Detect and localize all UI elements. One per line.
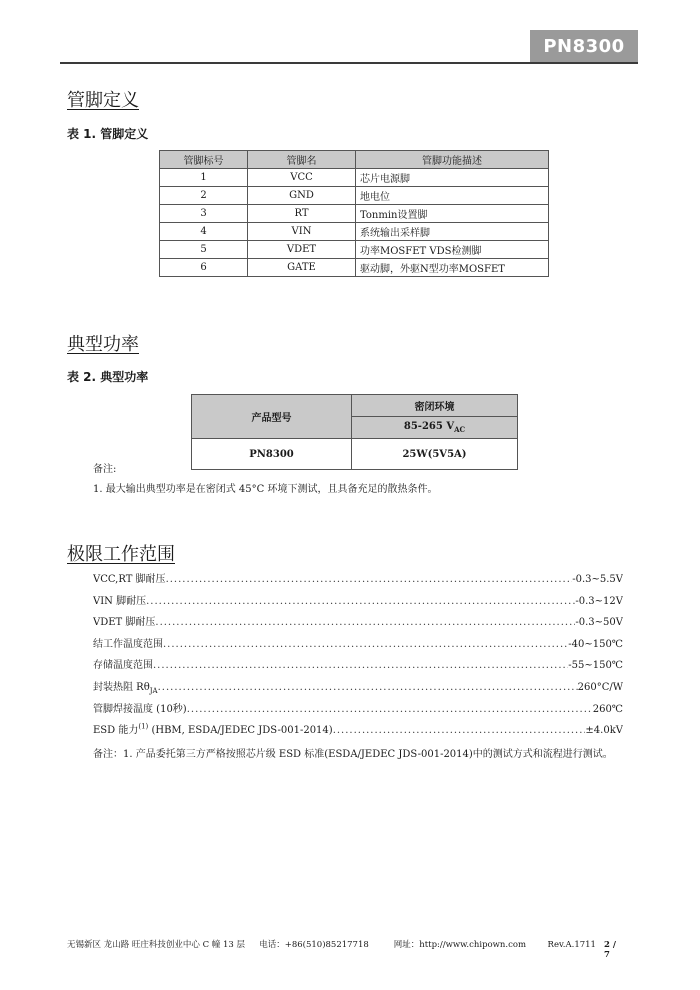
pin-desc: Tonmin设置脚	[356, 205, 549, 223]
pin-number: 4	[160, 223, 248, 241]
list-item	[93, 656, 623, 678]
limits-list	[93, 570, 623, 760]
pin-desc: 功率MOSFET VDS检测脚	[356, 241, 549, 259]
limit-value: -0.3~5.5V	[572, 574, 623, 585]
power-table-caption: 表 2. 典型功率	[67, 370, 149, 384]
pin-number: 5	[160, 241, 248, 259]
limit-value: 260°C/W	[577, 681, 623, 693]
leader-dots	[155, 617, 575, 628]
list-item	[93, 570, 623, 592]
pin-number: 6	[160, 259, 248, 277]
leader-dots	[333, 725, 586, 736]
pin-table-caption: 表 1. 管脚定义	[67, 127, 149, 141]
limit-label-tail: (HBM, ESDA/JEDEC JDS-001-2014)	[148, 725, 333, 737]
pin-name: VCC	[248, 169, 356, 187]
table-row	[160, 169, 549, 187]
list-item	[93, 678, 623, 700]
limit-label-subscript: JA	[149, 686, 158, 695]
power-table	[191, 394, 518, 470]
table-row	[192, 439, 518, 470]
leader-dots	[146, 596, 575, 607]
list-item	[93, 635, 623, 657]
footer-revision: Rev.A.1711	[547, 940, 596, 950]
list-item	[93, 613, 623, 635]
pin-desc: 驱动脚，外驱N型功率MOSFET	[356, 259, 549, 277]
pin-table-header	[160, 151, 549, 169]
list-item	[93, 592, 623, 614]
limit-value: -40~150℃	[568, 638, 623, 650]
col-pin-desc: 管脚功能描述	[356, 151, 549, 169]
list-item	[93, 700, 623, 722]
col-sealed-env: 密闭环境	[352, 395, 518, 417]
limits-note: 备注：1. 产品委托第三方严格按照芯片级 ESD 标准(ESDA/JEDEC JDS-001-2014)中的测试方式和流程进行测试。	[93, 748, 613, 760]
limit-value: -0.3~12V	[575, 595, 623, 607]
pin-section-title: 管脚定义	[67, 90, 139, 111]
product-model: PN8300	[192, 439, 352, 470]
pin-desc: 芯片电源脚	[356, 169, 549, 187]
table-row	[160, 205, 549, 223]
limit-value: ±4.0kV	[585, 725, 623, 737]
limit-label: 结工作温度范围	[93, 638, 163, 650]
voltage-subscript: AC	[454, 425, 466, 434]
pin-table	[159, 150, 549, 277]
footer-page-number: 2 / 7	[603, 940, 616, 960]
limit-label-superscript: (1)	[138, 722, 149, 731]
pin-name: GATE	[248, 259, 356, 277]
footer-website[interactable]: 网址：http://www.chipown.com	[393, 940, 527, 950]
table-row	[160, 223, 549, 241]
col-pin-name: 管脚名	[248, 151, 356, 169]
pin-number: 2	[160, 187, 248, 205]
limit-label: 管脚焊接温度 (10秒)	[93, 703, 187, 715]
leader-dots	[163, 639, 568, 650]
leader-dots	[187, 704, 593, 715]
col-product-model: 产品型号	[192, 395, 352, 439]
pin-number: 3	[160, 205, 248, 223]
header-rule	[60, 62, 638, 64]
limit-label-text: ESD 能力	[93, 725, 139, 737]
col-pin-number: 管脚标号	[160, 151, 248, 169]
pin-name: VDET	[248, 241, 356, 259]
pin-name: RT	[248, 205, 356, 223]
table-row	[160, 241, 549, 259]
footer-phone: 电话：+86(510)85217718	[259, 940, 369, 950]
leader-dots	[166, 574, 573, 585]
limit-value: -0.3~50V	[575, 617, 623, 629]
power-section-title: 典型功率	[67, 334, 139, 355]
limit-label: VCC,RT 脚耐压	[93, 574, 166, 585]
footer-address: 无锡新区 龙山路 旺庄科技创业中心 C 幢 13 层	[67, 940, 246, 950]
pin-desc: 系统输出采样脚	[356, 223, 549, 241]
typical-power: 25W(5V5A)	[352, 439, 518, 470]
limit-label-text: 封装热阻 Rθ	[93, 681, 150, 693]
voltage-range-text: 85-265 V	[403, 421, 455, 432]
limit-label: 存储温度范围	[93, 660, 153, 672]
page-footer	[67, 938, 624, 960]
pin-number: 1	[160, 169, 248, 187]
input-voltage-range	[352, 417, 518, 439]
limit-value: -55~150℃	[568, 660, 623, 672]
limit-label: VIN 脚耐压	[93, 595, 147, 607]
limit-label	[93, 721, 333, 736]
leader-dots	[158, 682, 578, 693]
limit-label: VDET 脚耐压	[93, 617, 156, 629]
list-item	[93, 721, 623, 743]
limits-section-title: 极限工作范围	[67, 544, 175, 565]
limit-value: 260℃	[592, 703, 623, 715]
table-row	[160, 259, 549, 277]
power-note-1: 1. 最大输出典型功率是在密闭式 45°C 环境下测试，且具备充足的散热条件。	[93, 484, 438, 495]
pin-desc: 地电位	[356, 187, 549, 205]
table-row	[160, 187, 549, 205]
pin-name: VIN	[248, 223, 356, 241]
power-note-label: 备注:	[93, 464, 117, 475]
part-number-badge: PN8300	[530, 30, 638, 63]
pin-name: GND	[248, 187, 356, 205]
leader-dots	[153, 660, 568, 671]
limit-label	[93, 678, 158, 695]
